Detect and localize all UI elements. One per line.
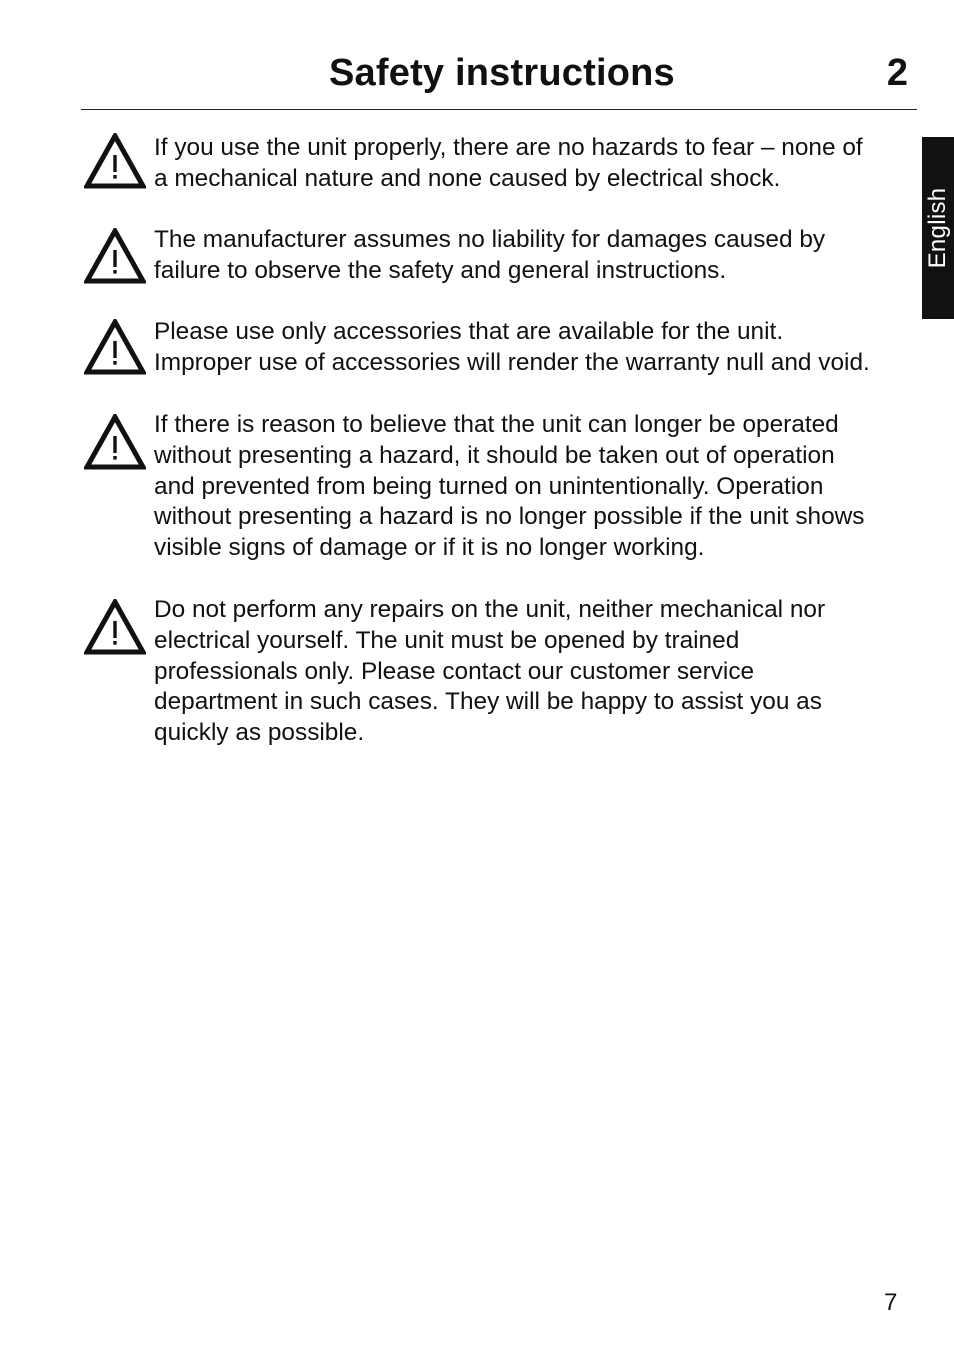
chapter-number: 2 <box>886 52 908 94</box>
warning-text: The manufacturer assumes no liability for damages caused by failure to observe the safety and general instructions. <box>154 226 826 284</box>
warning-triangle-icon <box>84 599 146 655</box>
warning-text: Please use only accessories that are available for the unit. Improper use of accessories will render the warranty null and void. <box>154 318 870 376</box>
language-tab-label: English <box>924 187 951 269</box>
language-tab <box>922 137 954 319</box>
warning-triangle-icon <box>84 414 146 470</box>
warning-triangle-icon <box>84 228 146 284</box>
header-rule <box>81 109 917 110</box>
page-number: 7 <box>884 1289 898 1316</box>
page-title: Safety instructions <box>329 52 675 94</box>
warning-triangle-icon <box>84 133 146 189</box>
warning-text: Do not perform any repairs on the unit, neither mechanical nor electrical yourself. The unit must be opened by trained professionals only. Please contact our customer service department in such cases. They will be happy to assist you as quickly as possible. <box>154 596 826 747</box>
warning-text: If there is reason to believe that the unit can longer be operated without presenting a hazard, it should be taken out of operation and prevented from being turned on unintentionally. Operation without presenting a hazard is no longer possible if the unit shows visible signs of damage or if it is no longer working. <box>154 411 865 562</box>
warning-triangle-icon <box>84 319 146 375</box>
warning-text: If you use the unit properly, there are no hazards to fear – none of a mechanical nature and none caused by electrical shock. <box>154 134 863 192</box>
